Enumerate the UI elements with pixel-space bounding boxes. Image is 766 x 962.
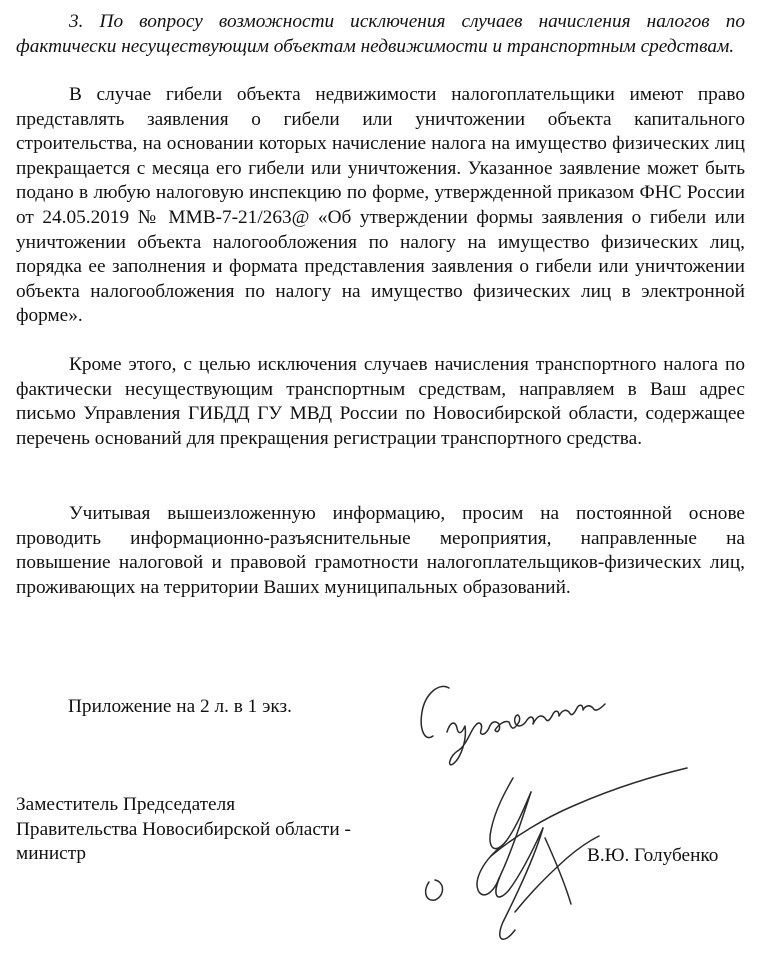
- paragraph-property-destruction: В случае гибели объекта недвижимости налогоплательщики имеют право представлять заявления о гибели или уничтожении объекта капитального строительства, на основании которых начисление налога на имущество физических лиц прекращается с месяца его гибели или уничтожения. Указанное заявление может быть подано в любую налоговую инспекцию по форме, утвержденной приказом ФНС России от 24.05.2019 № ММВ-7-21/263@ «Об утверждении формы заявления о гибели или уничтожении объекта налогообложения по налогу на имущество физических лиц, порядка ее заполнения и формата представления заявления о гибели или уничтожении объекта налогообложения по налогу на имущество физических лиц в электронной форме».: [16, 84, 745, 327]
- signatory-position: [16, 793, 351, 867]
- position-line: министр: [16, 843, 87, 864]
- signer-name: В.Ю. Голубенко: [587, 845, 719, 866]
- section-heading: 3. По вопросу возможности исключения случаев начисления налогов по фактически несуществующим объектам недвижимости и транспортным средствам.: [16, 11, 745, 57]
- paragraph-transport-tax: Кроме этого, с целью исключения случаев начисления транспортного налога по фактически несуществующим транспортным средствам, направляем в Ваш адрес письмо Управления ГИБДД ГУ МВД России по Новосибирской области, содержащее перечень оснований для прекращения регистрации транспортного средства.: [16, 354, 745, 449]
- position-line: Заместитель Председателя: [16, 794, 236, 815]
- paragraph-request: Учитывая вышеизложенную информацию, просим на постоянной основе проводить информационно-разъяснительные мероприятия, направленные на повышение налоговой и правовой грамотности налогоплательщиков-физических лиц, проживающих на территории Ваших муниципальных образований.: [16, 503, 745, 598]
- handwritten-signature: [395, 660, 725, 960]
- attachment-note: Приложение на 2 л. в 1 экз.: [68, 696, 292, 717]
- position-line: Правительства Новосибирской области -: [16, 818, 351, 840]
